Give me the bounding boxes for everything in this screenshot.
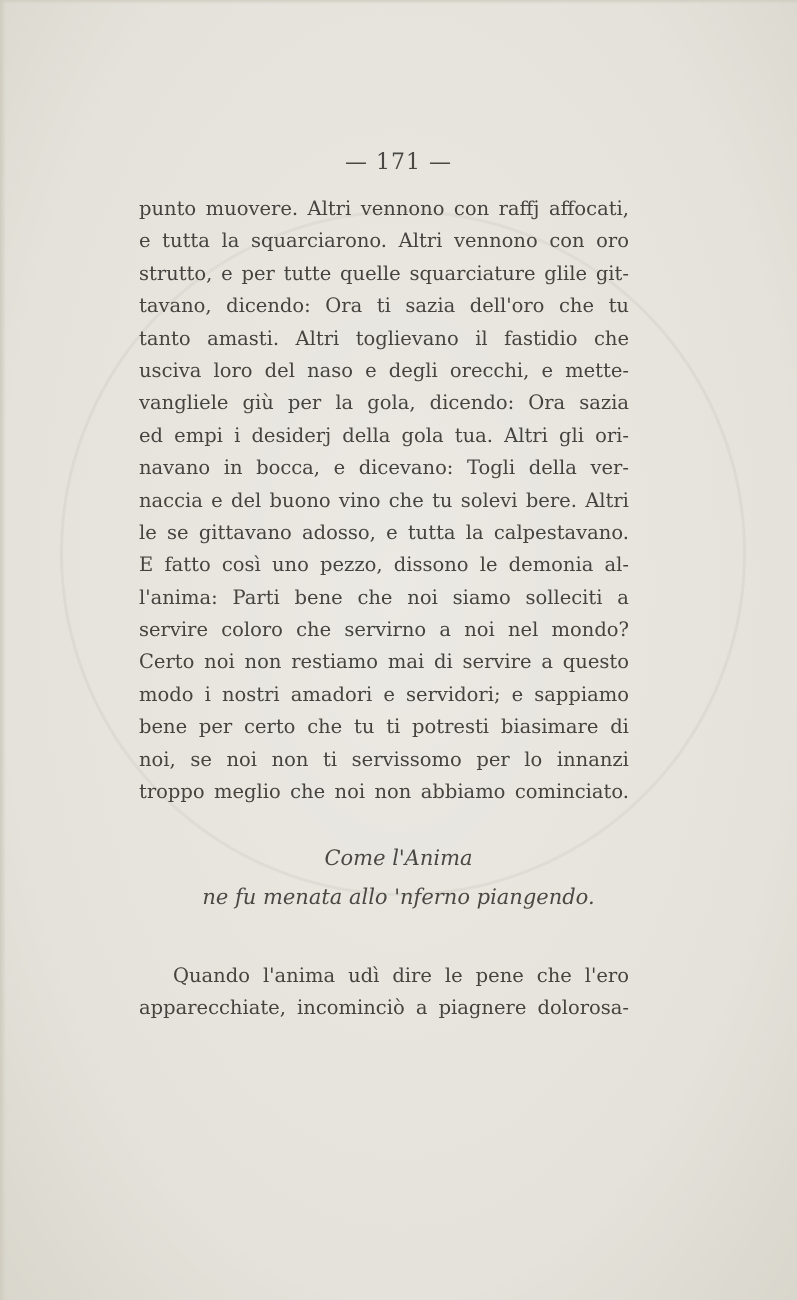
text-line: noi, se noi non ti servissomo per lo innanzi xyxy=(139,747,629,771)
text-line: usciva loro del naso e degli orecchi, e mette- xyxy=(139,358,629,382)
text-line: bene per certo che tu ti potresti biasimare di xyxy=(139,715,629,739)
section-heading-line-2: ne fu menata allo 'nferno piangendo. xyxy=(202,885,595,909)
paragraph-2 xyxy=(139,960,629,1025)
text-line: modo i nostri amadori e servidori; e sappiamo xyxy=(139,682,629,706)
text-line: tanto amasti. Altri toglievano il fastidio che xyxy=(139,326,629,350)
text-line: troppo meglio che noi non abbiamo cominciato. xyxy=(139,780,629,804)
text-line: servire coloro che servirno a noi nel mondo? xyxy=(139,618,629,642)
text-line: apparecchiate, incominciò a piagnere dolorosa- xyxy=(139,996,629,1020)
text-line: ed empi i desiderj della gola tua. Altri gli ori- xyxy=(139,423,629,447)
page-number: — 171 — xyxy=(345,150,452,175)
text-line: Quando l'anima udì dire le pene che l'ero xyxy=(173,964,629,987)
page-top-edge xyxy=(0,0,797,4)
text-line: naccia e del buono vino che tu solevi bere. Altri xyxy=(139,488,629,512)
page-left-edge xyxy=(0,0,6,1300)
text-line: strutto, e per tutte quelle squarciature glile git- xyxy=(139,261,629,285)
text-line: Certo noi non restiamo mai di servire a questo xyxy=(139,650,629,674)
paragraph-1 xyxy=(139,193,629,808)
text-line: punto muovere. Altri vennono con raffj affocati, xyxy=(139,197,629,220)
text-line: navano in bocca, e dicevano: Togli della ver- xyxy=(139,456,629,480)
text-line: l'anima: Parti bene che noi siamo solleciti a xyxy=(139,585,629,609)
text-line: tavano, dicendo: Ora ti sazia dell'oro che tu xyxy=(139,294,629,318)
text-line: vangliele giù per la gola, dicendo: Ora sazia xyxy=(139,391,629,415)
text-line: e tutta la squarciarono. Altri vennono con oro xyxy=(139,229,629,253)
section-heading-line-1: Come l'Anima xyxy=(324,846,473,870)
text-line: le se gittavano adosso, e tutta la calpestavano. xyxy=(139,520,629,544)
text-line: E fatto così uno pezzo, dissono le demonia al- xyxy=(139,553,629,577)
